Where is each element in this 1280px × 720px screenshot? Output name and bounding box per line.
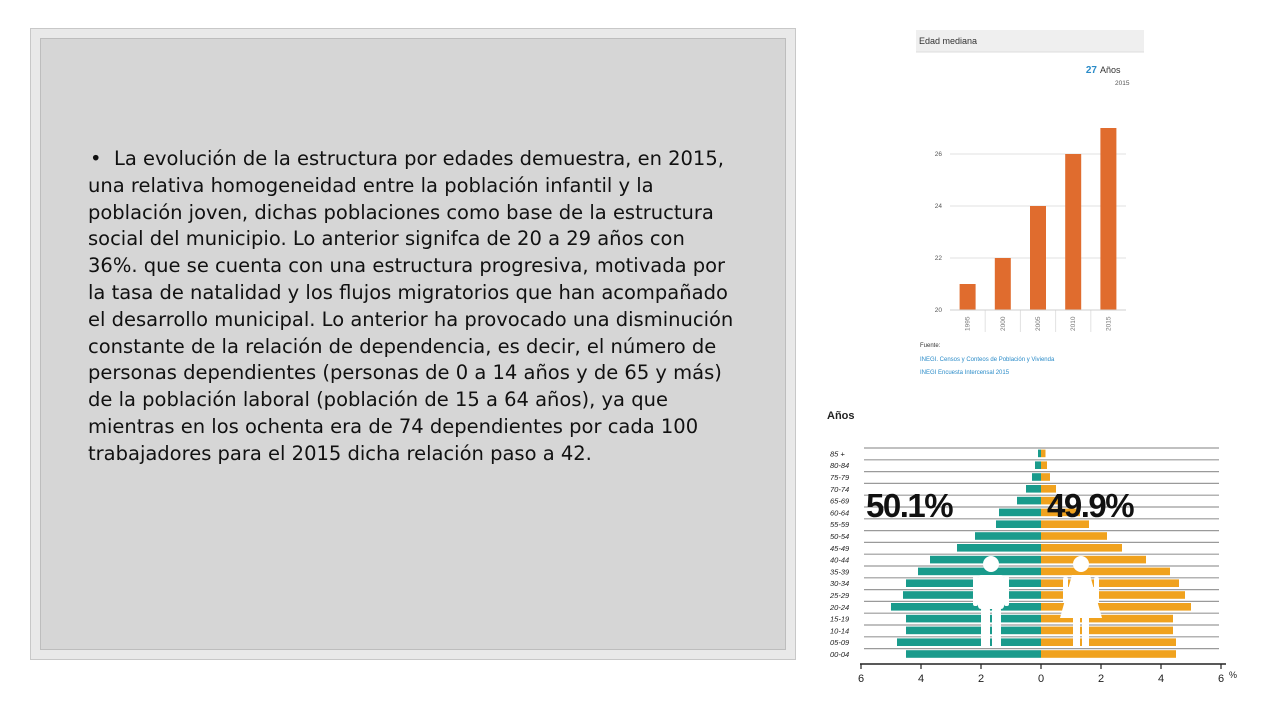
pyramid-age-label: 50-54 [830,532,850,541]
median-age-x-tick: 1995 [964,316,972,331]
pyramid-x-tick: 2 [977,673,985,685]
pyramid-bar-right [1041,450,1046,458]
median-age-title: Edad mediana [919,36,978,46]
pyramid-bar-right [1041,461,1047,469]
pyramid-bar-left [975,532,1041,540]
pyramid-bar-left [891,603,1041,611]
pyramid-x-tick: 6 [857,673,865,685]
body-paragraph: La evolución de la estructura por edades demuestra, en 2015, una relativa homogeneidad entre la población infantil y la población joven, dichas poblaciones como base de la estructura social del municipio. Lo anterior signifca de 20 a 29 años con 36%. que se cuenta con una estructura progresiva, motivada por la tasa de natalidad y los flujos migratorios que han acompañado el desarrollo municipal. Lo anterior ha provocado una disminución constante de la relación de dependencia, es decir, el número de personas dependientes (personas de 0 a 14 años y de 65 y más) de la población laboral (población de 15 a 64 años), ya que mientras en los ochenta era de 74 dependientes por cada 100 trabajadores para el 2015 dicha relación paso a 42. [88,147,734,465]
median-age-bar [1100,128,1116,310]
median-age-bar [1030,206,1046,310]
pyramid-age-label: 25-29 [830,591,850,600]
pyramid-bar-right [1041,627,1173,635]
median-age-x-tick: 2010 [1070,316,1078,331]
pyramid-bar-left [906,627,1041,635]
pyramid-bar-right [1041,544,1122,552]
pyramid-age-label: 40-44 [830,555,850,565]
pyramid-age-label: 30-34 [830,579,850,589]
pyramid-age-label: 20-24 [830,602,850,612]
pyramid-bar-left [1032,473,1041,481]
pyramid-x-tick: 4 [917,673,925,685]
pyramid-age-label: 35-39 [830,567,850,577]
pyramid-bar-right [1041,556,1146,564]
median-age-headline-unit: Años [1100,65,1121,75]
median-age-x-tick: 2015 [1105,316,1113,331]
pyramid-age-label: 10-14 [830,626,850,636]
pyramid-bar-right [1041,591,1185,599]
pyramid-bar-left [1038,450,1041,458]
pyramid-bar-left [918,568,1041,576]
population-pyramid-chart [822,400,1240,690]
pyramid-x-tick: 4 [1157,673,1165,685]
pyramid-bar-left [1017,497,1041,505]
pyramid-age-label: 60-64 [830,508,850,518]
pyramid-bar-right [1041,532,1107,540]
pyramid-age-label: 75-79 [830,473,850,482]
pyramid-bar-right [1041,568,1170,576]
median-age-chart [916,30,1146,380]
median-age-headline-value: 27 [1085,65,1097,76]
median-age-bar [1065,154,1081,310]
median-age-bar [960,284,976,310]
median-age-y-tick: 24 [934,203,942,210]
median-age-source-label: Fuente: [920,343,941,349]
pyramid-bar-left [996,520,1041,528]
pyramid-bar-left [957,544,1041,552]
pyramid-bar-right [1041,650,1176,658]
pyramid-bar-right [1041,473,1050,481]
pyramid-left-percent: 50.1% [866,487,953,524]
pyramid-age-label: 85 + [830,449,845,459]
pyramid-bar-left [906,650,1041,658]
pyramid-x-unit: % [1229,670,1238,680]
pyramid-y-title: Años [827,410,855,422]
median-age-y-tick: 20 [934,307,942,314]
pyramid-x-tick: 2 [1097,673,1105,685]
pyramid-age-label: 55-59 [830,520,850,530]
pyramid-bar-left [1026,485,1041,493]
pyramid-age-label: 15-19 [830,614,850,624]
pyramid-age-label: 05-09 [830,638,850,648]
pyramid-age-label: 70-74 [830,484,850,494]
median-age-x-tick: 2005 [1035,316,1042,331]
pyramid-age-label: 00-04 [830,650,850,659]
pyramid-bar-right [1041,638,1176,646]
pyramid-bar-right [1041,579,1179,587]
median-age-source-2: INEGI Encuesta Intercensal 2015 [920,370,1010,376]
bullet-marker: • [90,147,102,170]
pyramid-bar-left [903,591,1041,599]
median-age-y-tick: 26 [934,151,942,158]
pyramid-bar-left [906,615,1041,623]
pyramid-age-label: 45-49 [830,543,850,553]
pyramid-bar-left [999,509,1041,517]
pyramid-right-percent: 49.9% [1047,487,1134,524]
median-age-x-tick: 2000 [999,316,1007,331]
median-age-source-1: INEGI. Censos y Conteos de Población y Vivienda [920,357,1055,363]
pyramid-age-label: 65-69 [830,496,850,506]
pyramid-x-tick: 6 [1217,673,1225,685]
slide-body-text [88,146,738,468]
pyramid-x-tick: 0 [1037,673,1045,685]
median-age-bar [995,258,1011,310]
median-age-headline-year: 2015 [1115,80,1130,87]
median-age-y-tick: 22 [934,255,942,262]
pyramid-bar-left [1035,461,1041,469]
pyramid-bar-left [897,638,1041,646]
pyramid-age-label: 80-84 [830,461,850,471]
